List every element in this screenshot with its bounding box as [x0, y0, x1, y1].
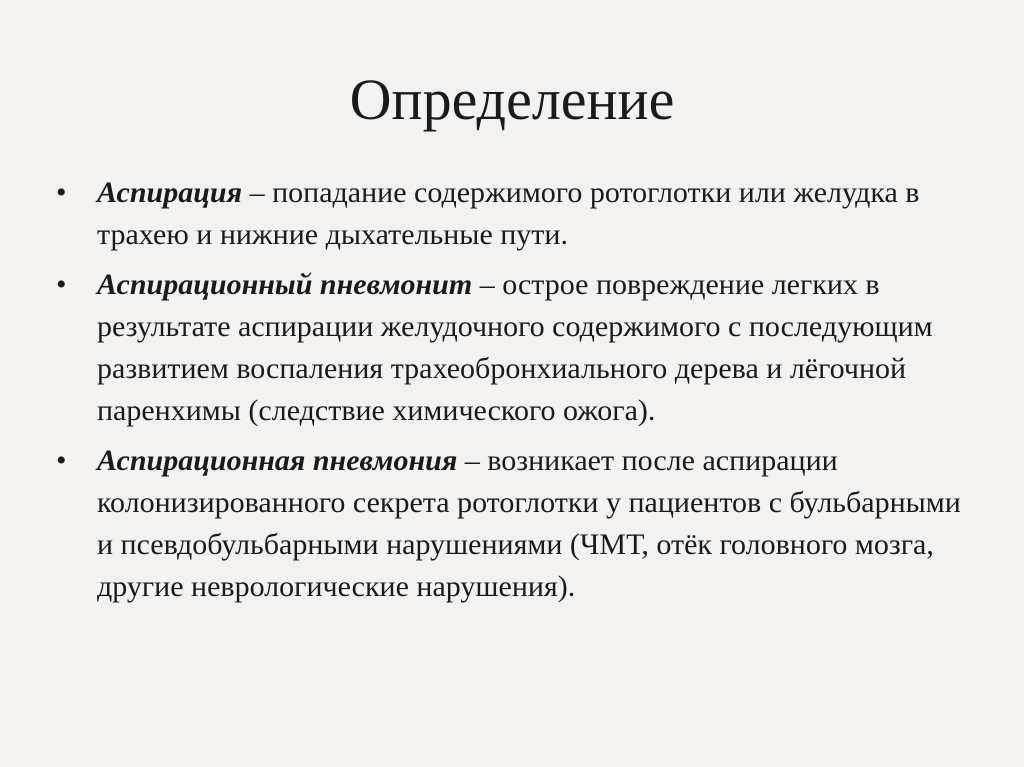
bullet-marker: • [56, 444, 67, 477]
definition-term: Аспирационный пневмонит [97, 268, 473, 301]
definition-text: – попадание содержимого ротоглотки или желудка в трахею и нижние дыхательные пути. [97, 176, 920, 251]
bullet-marker: • [56, 268, 67, 301]
definition-text: – возникает после аспирации колонизированного секрета ротоглотки у пациентов с бульбарными и псевдобульбарными нарушениями (ЧМТ, отёк головного мозга, другие неврологические нарушения). [97, 444, 961, 603]
definition-text: – острое повреждение легких в результате аспирации желудочного содержимого с последующим развитием воспаления трахеобронхиального дерева и лёгочной паренхимы (следствие химического ожога). [97, 268, 933, 427]
definition-item-pneumonia [56, 440, 976, 608]
slide-title: Определение [349, 67, 675, 132]
definition-list [56, 172, 976, 616]
definition-term: Аспирационная пневмония [97, 444, 458, 477]
definition-item-aspiration [56, 172, 976, 256]
definition-term: Аспирация [97, 176, 243, 209]
bullet-marker: • [56, 176, 67, 209]
definition-item-pneumonitis [56, 264, 976, 432]
